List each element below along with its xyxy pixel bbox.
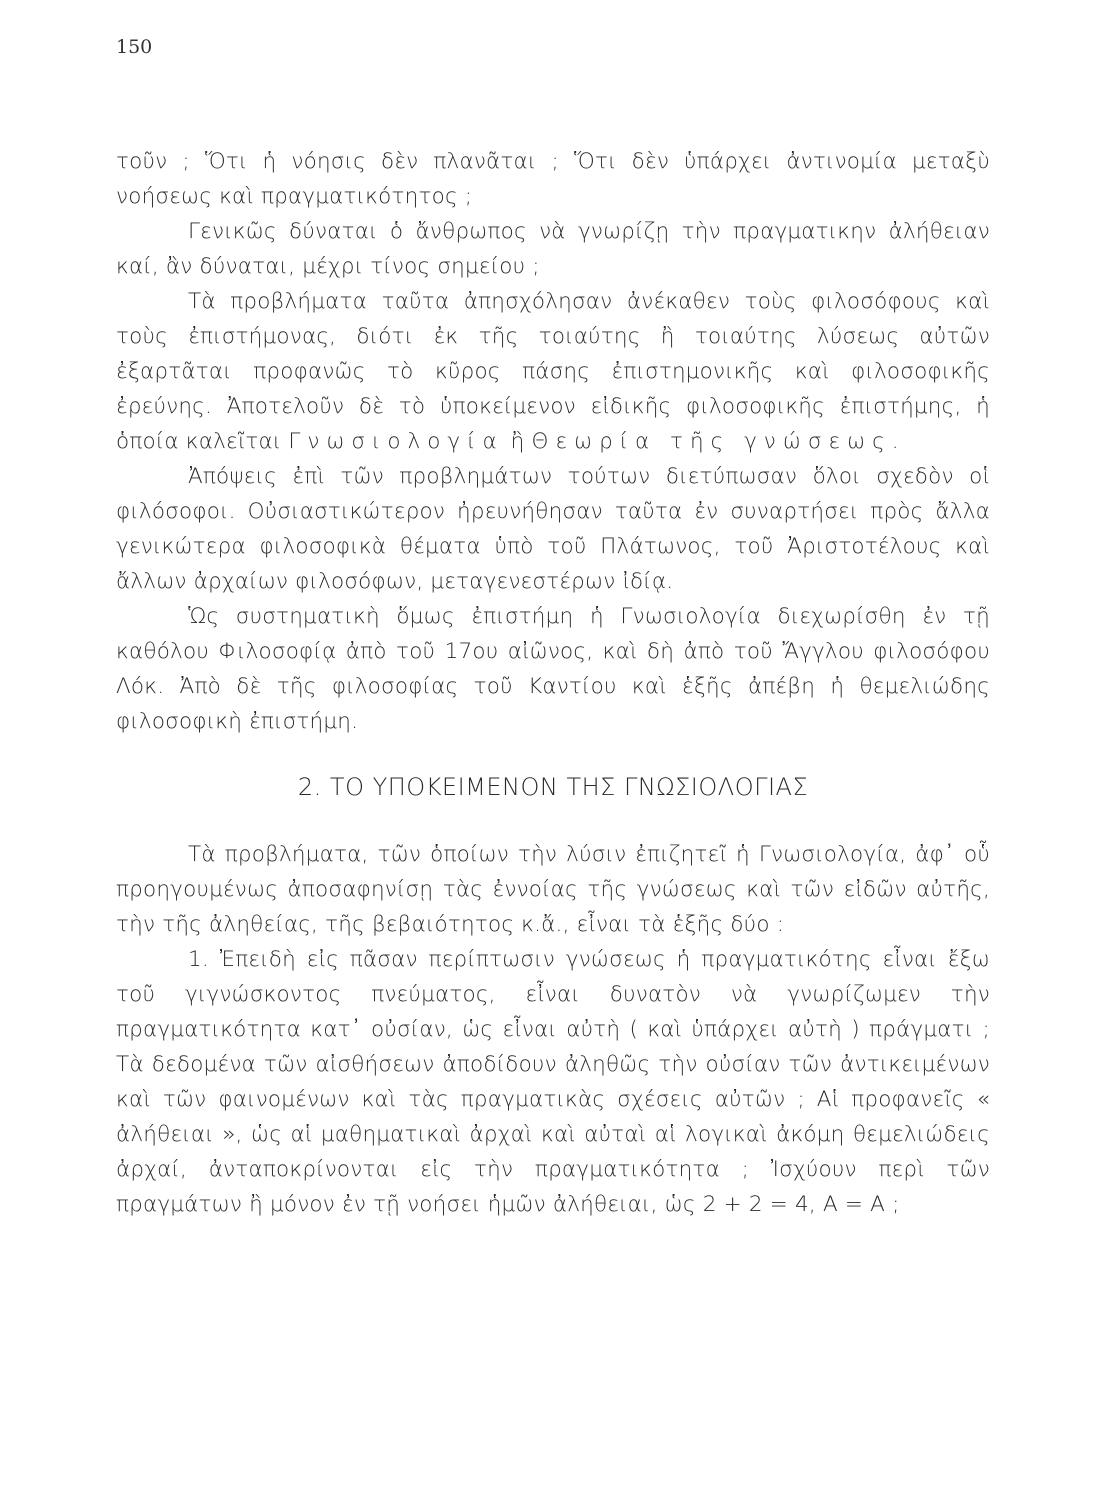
paragraph: 1. Ἐπειδὴ εἰς πᾶσαν περίπτωσιν γνώσεως ἡ πραγματικότης εἶναι ἔξω τοῦ γιγνώσκοντος πνεύματος, εἶναι δυνατὸν νὰ γνωρίζωμεν τὴν πραγματικότητα κατ᾽ οὐσίαν, ὡς εἶναι αὐτὴ ( καὶ ὑπάρχει αὐτὴ ) πράγματι ; Τὰ δεδομένα τῶν αἰσθήσεων ἀποδίδουν ἀληθῶς τὴν οὐσίαν τῶν ἀντικειμένων καὶ τῶν φαινομένων καὶ τὰς πραγματικὰς σχέσεις αὐτῶν ; Αἱ προφανεῖς « ἀλήθειαι », ὡς αἱ μαθηματικαὶ ἀρχαὶ καὶ αὐταὶ αἱ λογικαὶ ἀκόμη θεμελιώδεις ἀρχαί, ἀνταποκρίνονται εἰς τὴν πραγματικότητα ; Ἰσχύουν περὶ τῶν πραγμάτων ἢ μόνον ἐν τῇ νοήσει ἡμῶν ἀλήθειαι, ὡς 2 + 2 = 4, Α = Α ; [116, 947, 990, 1217]
term-gnosiologia: Γνωσιολογία [288, 429, 504, 454]
page-number: 150 [116, 36, 153, 58]
paragraph: Τὰ προβλήματα, τῶν ὁποίων τὴν λύσιν ἐπιζητεῖ ἡ Γνωσιολογία, ἀφ᾽ οὗ προηγουμένως ἀποσαφηνίσῃ τὰς ἐννοίας τῆς γνώσεως καὶ τῶν εἰδῶν αὐτῆς, τὴν τῆς ἀληθείας, τῆς βεβαιότητος κ.ἄ., εἶναι τὰ ἑξῆς δύο : [116, 842, 990, 937]
section-heading: 2. ΤΟ ΥΠΟΚΕΙΜΕΝΟΝ ΤΗΣ ΓΝΩΣΙΟΛΟΓΙΑΣ [297, 773, 809, 801]
paragraph-text: ἢ [503, 429, 532, 454]
paragraph [116, 284, 990, 459]
paragraph: Ὡς συστηματικὴ ὅμως ἐπιστήμη ἡ Γνωσιολογία διεχωρίσθη ἐν τῇ καθόλου Φιλοσοφίᾳ ἀπὸ τοῦ 17ου αἰῶνος, καὶ δὴ ἀπὸ τοῦ Ἄγγλου φιλοσόφου Λόκ. Ἀπὸ δὲ τῆς φιλοσοφίας τοῦ Καντίου καὶ ἑξῆς ἀπέβη ἡ θεμελιώδης φιλοσοφικὴ ἐπιστήμη. [116, 604, 990, 734]
body-text [116, 144, 990, 1222]
paragraph: τοῦν ; Ὅτι ἡ νόησις δὲν πλανᾶται ; Ὅτι δὲν ὑπάρχει ἀντινομία μεταξὺ νοήσεως καὶ πραγματικότητος ; [116, 149, 990, 209]
paragraph-text: Τὰ προβλήματα ταῦτα ἀπησχόλησαν ἀνέκαθεν τοὺς φιλοσόφους καὶ τοὺς ἐπιστήμονας, διότι ἐκ τῆς τοιαύτης ἢ τοιαύτης λύσεως αὐτῶν ἐξαρτᾶται προφανῶς τὸ κῦρος πάσης ἐπιστημονικῆς καὶ φιλοσοφικῆς ἐρεύνης. Ἀποτελοῦν δὲ τὸ ὑποκείμενον εἰδικῆς φιλοσοφικῆς ἐπιστήμης, ἡ ὁποία καλεῖται [116, 289, 990, 454]
paragraph: Γενικῶς δύναται ὁ ἄνθρωπος νὰ γνωρίζῃ τὴν πραγματικην ἀλήθειαν καί, ἂν δύναται, μέχρι τίνος σημείου ; [116, 219, 990, 279]
paragraph: Ἀπόψεις ἐπὶ τῶν προβλημάτων τούτων διετύπωσαν ὅλοι σχεδὸν οἱ φιλόσοφοι. Οὐσιαστικώτερον ἠρευνήθησαν ταῦτα ἐν συναρτήσει πρὸς ἄλλα γενικώτερα φιλοσοφικὰ θέματα ὑπὸ τοῦ Πλάτωνος, τοῦ Ἀριστοτέλους καὶ ἄλλων ἀρχαίων φιλοσόφων, μεταγενεστέρων ἰδίᾳ. [116, 464, 990, 594]
paragraph-text: . [891, 429, 899, 454]
term-theory-of-knowledge: Θεωρία τῆς γνώσεως [531, 429, 892, 454]
